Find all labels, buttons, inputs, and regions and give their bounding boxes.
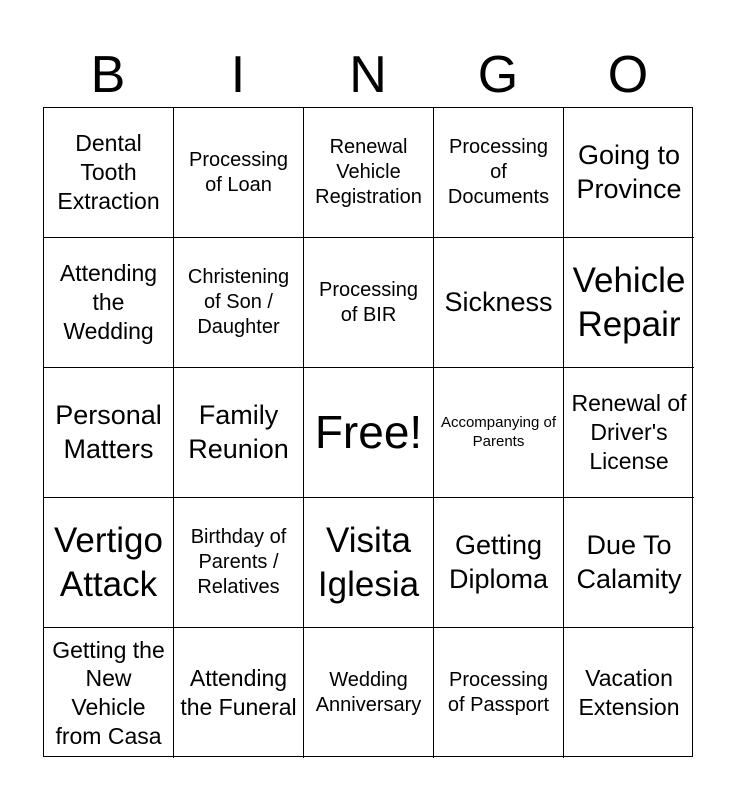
bingo-cell-text: Vehicle Repair: [572, 260, 686, 344]
bingo-cell-text: Visita Iglesia: [317, 520, 420, 604]
header-letter-i: I: [230, 46, 246, 104]
bingo-cell-text: Christening of Son / Daughter: [187, 266, 290, 338]
free-space-cell[interactable]: [304, 368, 434, 498]
bingo-cell[interactable]: [564, 628, 694, 758]
bingo-cell-text: Processing of Passport: [447, 669, 550, 716]
bingo-cell[interactable]: [304, 498, 434, 628]
header-letter-b: B: [90, 46, 126, 104]
bingo-cell[interactable]: [304, 108, 434, 238]
bingo-cell-text: Vacation Extension: [578, 665, 680, 720]
bingo-cell[interactable]: [434, 238, 564, 368]
bingo-cell-text: Processing of Loan: [189, 148, 288, 196]
bingo-cell-text: Attending the Wedding: [59, 260, 158, 344]
bingo-cell[interactable]: [174, 108, 304, 238]
bingo-cell-text: Renewal Vehicle Registration: [315, 136, 422, 208]
bingo-cell[interactable]: [174, 498, 304, 628]
header-letter-n: N: [349, 46, 387, 104]
bingo-cell[interactable]: [564, 238, 694, 368]
bingo-cell-text: Getting the New Vehicle from Casa: [52, 636, 165, 749]
header-letter-g: G: [477, 46, 519, 104]
bingo-cell-text: Wedding Anniversary: [315, 669, 422, 716]
header-letter-o: O: [607, 46, 649, 104]
bingo-cell[interactable]: [304, 628, 434, 758]
bingo-cell[interactable]: [174, 628, 304, 758]
bingo-cell[interactable]: [44, 108, 174, 238]
bingo-cell-text: Family Reunion: [188, 399, 289, 464]
bingo-header: [43, 42, 693, 108]
bingo-cell[interactable]: [434, 108, 564, 238]
bingo-cell[interactable]: [564, 368, 694, 498]
bingo-cell-text: Processing of BIR: [319, 278, 418, 326]
bingo-cell[interactable]: [434, 498, 564, 628]
bingo-cell-text: Personal Matters: [55, 399, 162, 464]
bingo-cell-text: Due To Calamity: [576, 529, 682, 594]
bingo-cell-text: Dental Tooth Extraction: [57, 130, 160, 214]
bingo-cell[interactable]: [174, 368, 304, 498]
bingo-cell[interactable]: [564, 498, 694, 628]
bingo-cell[interactable]: [434, 368, 564, 498]
free-space-text: Free!: [314, 405, 423, 458]
bingo-cell-text: Sickness: [444, 286, 553, 317]
bingo-cell[interactable]: [564, 108, 694, 238]
bingo-cell[interactable]: [44, 238, 174, 368]
bingo-cell-text: Going to Province: [576, 139, 682, 204]
bingo-cell[interactable]: [44, 498, 174, 628]
bingo-cell-text: Processing of Documents: [447, 136, 550, 208]
bingo-cell-text: Vertigo Attack: [54, 520, 163, 604]
bingo-cell[interactable]: [44, 628, 174, 758]
bingo-cell-text: Attending the Funeral: [180, 665, 297, 720]
bingo-cell-text: Birthday of Parents / Relatives: [190, 526, 287, 598]
bingo-cell-text: Getting Diploma: [448, 529, 549, 594]
bingo-cell-text: Renewal of Driver's License: [571, 390, 687, 474]
bingo-cell[interactable]: [44, 368, 174, 498]
bingo-cell[interactable]: [174, 238, 304, 368]
bingo-cell[interactable]: [304, 238, 434, 368]
bingo-card-grid: [43, 107, 693, 757]
bingo-cell[interactable]: [434, 628, 564, 758]
bingo-cell-text: Accompanying of Parents: [440, 413, 557, 450]
